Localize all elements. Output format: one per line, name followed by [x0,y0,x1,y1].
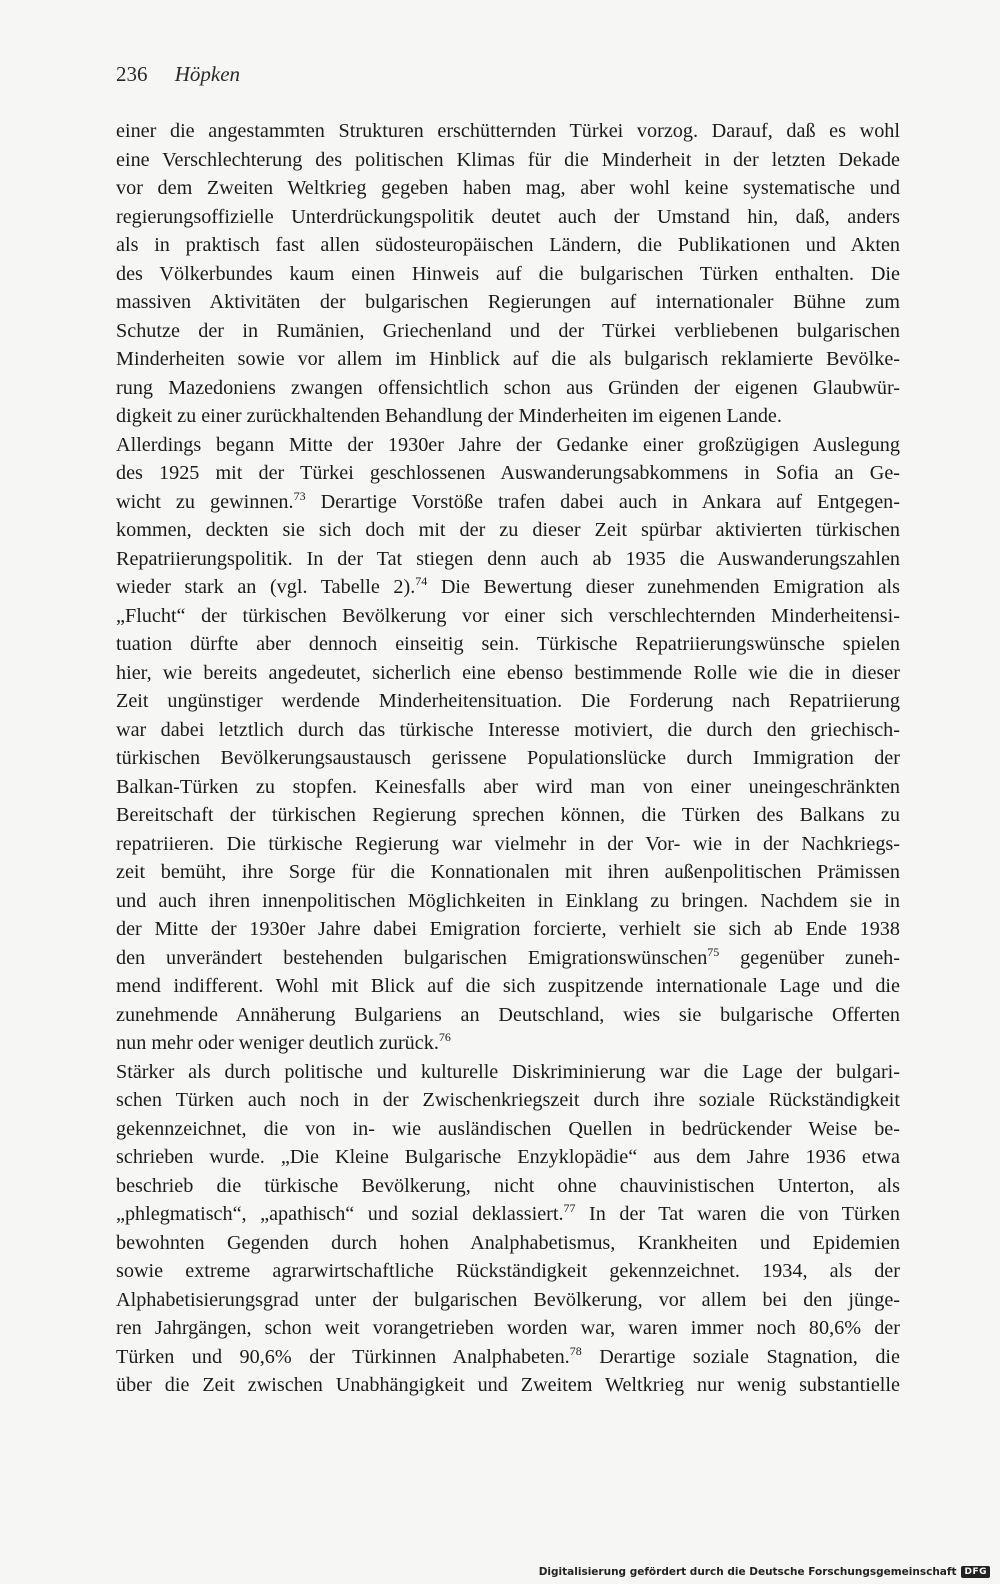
text-line [116,488,900,517]
text-line [116,944,900,973]
line-text: wicht zu gewinnen. [116,490,294,513]
text-line [116,830,900,859]
text-line [116,1371,900,1400]
text-line [116,1001,900,1030]
text-line [116,1058,900,1087]
text-line [116,231,900,260]
text-line [116,402,900,431]
text-line [116,203,900,232]
line-text: einer die angestammten Strukturen erschütternden Türkei vorzog. Darauf, daß es wohl [116,120,900,142]
line-text: Minderheiten sowie vor allem im Hinblick auf die als bulgarisch reklamierte Bevölke- [116,348,900,370]
line-text: Bereitschaft der türkischen Regierung sprechen können, die Türken des Balkans zu [116,804,900,826]
text-line [116,374,900,403]
credit-text: Digitalisierung gefördert durch die Deutsche Forschungsgemeinschaft [538,1566,957,1578]
footnote-ref: 78 [569,1343,582,1358]
line-text: beschrieb die türkische Bevölkerung, nicht ohne chauvinistischen Unterton, als [116,1174,900,1197]
body-text [116,117,900,1400]
line-text: massiven Aktivitäten der bulgarischen Regierungen auf internationaler Bühne zum [116,291,900,313]
line-text: zunehmende Annäherung Bulgariens an Deutschland, wies sie bulgarische Offerten [116,1003,900,1026]
text-line [116,602,900,631]
text-line [116,744,900,773]
line-text: sowie extreme agrarwirtschaftliche Rückständigkeit gekennzeichnet. 1934, als der [116,1260,900,1282]
line-text: wieder stark an (vgl. Tabelle 2). [116,576,416,598]
line-text-after: In der Tat waren die von Türken [575,1203,900,1225]
line-text: Balkan-Türken zu stopfen. Keinesfalls aber wird man von einer uneingeschränkten [116,775,900,798]
line-text: mend indifferent. Wohl mit Blick auf die sich zuspitzende internationale Lage und die [116,975,900,997]
line-text: ren Jahrgängen, schon weit vorangetrieben worden war, waren immer noch 80,6% der [116,1317,900,1339]
text-line [116,1143,900,1172]
line-text-after: Derartige soziale Stagnation, die [581,1345,900,1368]
text-line [116,431,900,460]
line-text: türkischen Bevölkerungsaustausch gerissene Populationslücke durch Immigration der [116,747,900,769]
text-line [116,288,900,317]
line-text: den unverändert bestehenden bulgarischen Emigrationswünschen [116,946,708,969]
line-text: nun mehr oder weniger deutlich zurück. [116,1032,439,1054]
line-text: eine Verschlechterung des politischen Klimas für die Minderheit in der letzten Dekade [116,148,900,171]
footnote-ref: 76 [438,1030,451,1044]
text-line [116,1257,900,1286]
text-line [116,1029,900,1058]
text-line [116,1343,900,1372]
line-text: schen Türken auch noch in der Zwischenkriegszeit durch ihre soziale Rückständigkeit [116,1089,900,1111]
line-text: Stärker als durch politische und kulturelle Diskriminierung war die Lage der bulgari- [116,1060,900,1083]
text-line [116,972,900,1001]
text-line [116,858,900,887]
line-text: Türken und 90,6% der Türkinnen Analphabeten. [116,1345,570,1368]
text-line [116,260,900,289]
line-text: hier, wie bereits angedeutet, sicherlich eine ebenso bestimmende Rolle wie die in dieser [116,661,900,684]
line-text-after: Die Bewertung dieser zunehmenden Emigration als [427,576,900,598]
line-text: gekennzeichnet, die von in- wie ausländischen Quellen in bedrückender Weise be- [116,1117,900,1140]
text-line [116,1229,900,1258]
text-line [116,915,900,944]
line-text: rung Mazedoniens zwangen offensichtlich schon aus Gründen der eigenen Glaubwür- [116,376,900,399]
line-text: schrieben wurde. „Die Kleine Bulgarische Enzyklopädie“ aus dem Jahre 1936 etwa [116,1146,900,1168]
text-line [116,146,900,175]
line-text: des 1925 mit der Türkei geschlossenen Auswanderungsabkommens in Sofia an Ge- [116,462,900,484]
line-text: digkeit zu einer zurückhaltenden Behandlung der Minderheiten im eigenen Lande. [116,405,782,427]
line-text: vor dem Zweiten Weltkrieg gegeben haben mag, aber wohl keine systematische und [116,177,900,199]
text-line [116,887,900,916]
text-line [116,773,900,802]
line-text: bewohnten Gegenden durch hohen Analphabetismus, Krankheiten und Epidemien [116,1231,900,1254]
text-line [116,516,900,545]
page-number: 236 [116,62,148,86]
line-text-after: Derartige Vorstöße trafen dabei auch in Ankara auf Entgegen- [305,490,900,513]
line-text: zeit bemüht, ihre Sorge für die Konnationalen mit ihren außenpolitischen Prämissen [116,861,900,883]
footnote-ref: 75 [707,944,720,959]
line-text: „Flucht“ der türkischen Bevölkerung vor einer sich verschlechternden Minderheitensi- [116,604,900,627]
text-line [116,459,900,488]
text-line [116,1314,900,1343]
line-text: Zeit ungünstiger werdende Minderheitensituation. Die Forderung nach Repatriierung [116,690,900,712]
digitization-credit [539,1566,990,1578]
text-line [116,1115,900,1144]
text-line [116,716,900,745]
page-header [116,60,240,88]
text-line [116,345,900,374]
text-line [116,659,900,688]
text-line [116,1086,900,1115]
text-line [116,1200,900,1229]
text-line [116,1286,900,1315]
line-text: „phlegmatisch“, „apathisch“ und sozial deklassiert. [116,1203,564,1225]
footnote-ref: 74 [415,574,428,588]
text-line [116,1172,900,1201]
line-text: über die Zeit zwischen Unabhängigkeit und Zweitem Weltkrieg nur wenig substantielle [116,1374,900,1396]
text-line [116,573,900,602]
line-text: Allerdings begann Mitte der 1930er Jahre der Gedanke einer großzügigen Auslegung [116,433,900,456]
line-text: als in praktisch fast allen südosteuropäischen Ländern, die Publikationen und Akten [116,234,900,256]
line-text: Schutze der in Rumänien, Griechenland und der Türkei verbliebenen bulgarischen [116,319,900,342]
line-text: Repatriierungspolitik. In der Tat stiegen denn auch ab 1935 die Auswanderungszahlen [116,547,900,570]
text-line [116,117,900,146]
line-text: kommen, deckten sie sich doch mit der zu dieser Zeit spürbar aktivierten türkischen [116,519,900,541]
line-text: tuation dürfte aber dennoch einseitig sein. Türkische Repatriierungswünsche spielen [116,633,900,655]
text-line [116,174,900,203]
text-line [116,630,900,659]
text-line [116,317,900,346]
dfg-logo: DFG [961,1566,990,1578]
text-line [116,687,900,716]
line-text: Alphabetisierungsgrad unter der bulgarischen Bevölkerung, vor allem bei den jünge- [116,1288,900,1311]
footnote-ref: 77 [563,1201,576,1215]
line-text: der Mitte der 1930er Jahre dabei Emigration forcierte, verhielt sie sich ab Ende 1938 [116,918,900,940]
line-text: war dabei letztlich durch das türkische Interesse motiviert, die durch den griechisch- [116,718,900,741]
footnote-ref: 73 [293,488,306,503]
line-text: des Völkerbundes kaum einen Hinweis auf die bulgarischen Türken enthalten. Die [116,262,900,285]
running-head: Höpken [174,62,241,86]
line-text: und auch ihren innenpolitischen Möglichkeiten in Einklang zu bringen. Nachdem sie in [116,889,900,912]
line-text: repatriieren. Die türkische Regierung war vielmehr in der Vor- wie in der Nachkriegs- [116,832,900,855]
text-line [116,545,900,574]
text-line [116,801,900,830]
line-text: regierungsoffizielle Unterdrückungspolitik deutet auch der Umstand hin, daß, anders [116,205,900,228]
line-text-after: gegenüber zuneh- [719,946,900,969]
